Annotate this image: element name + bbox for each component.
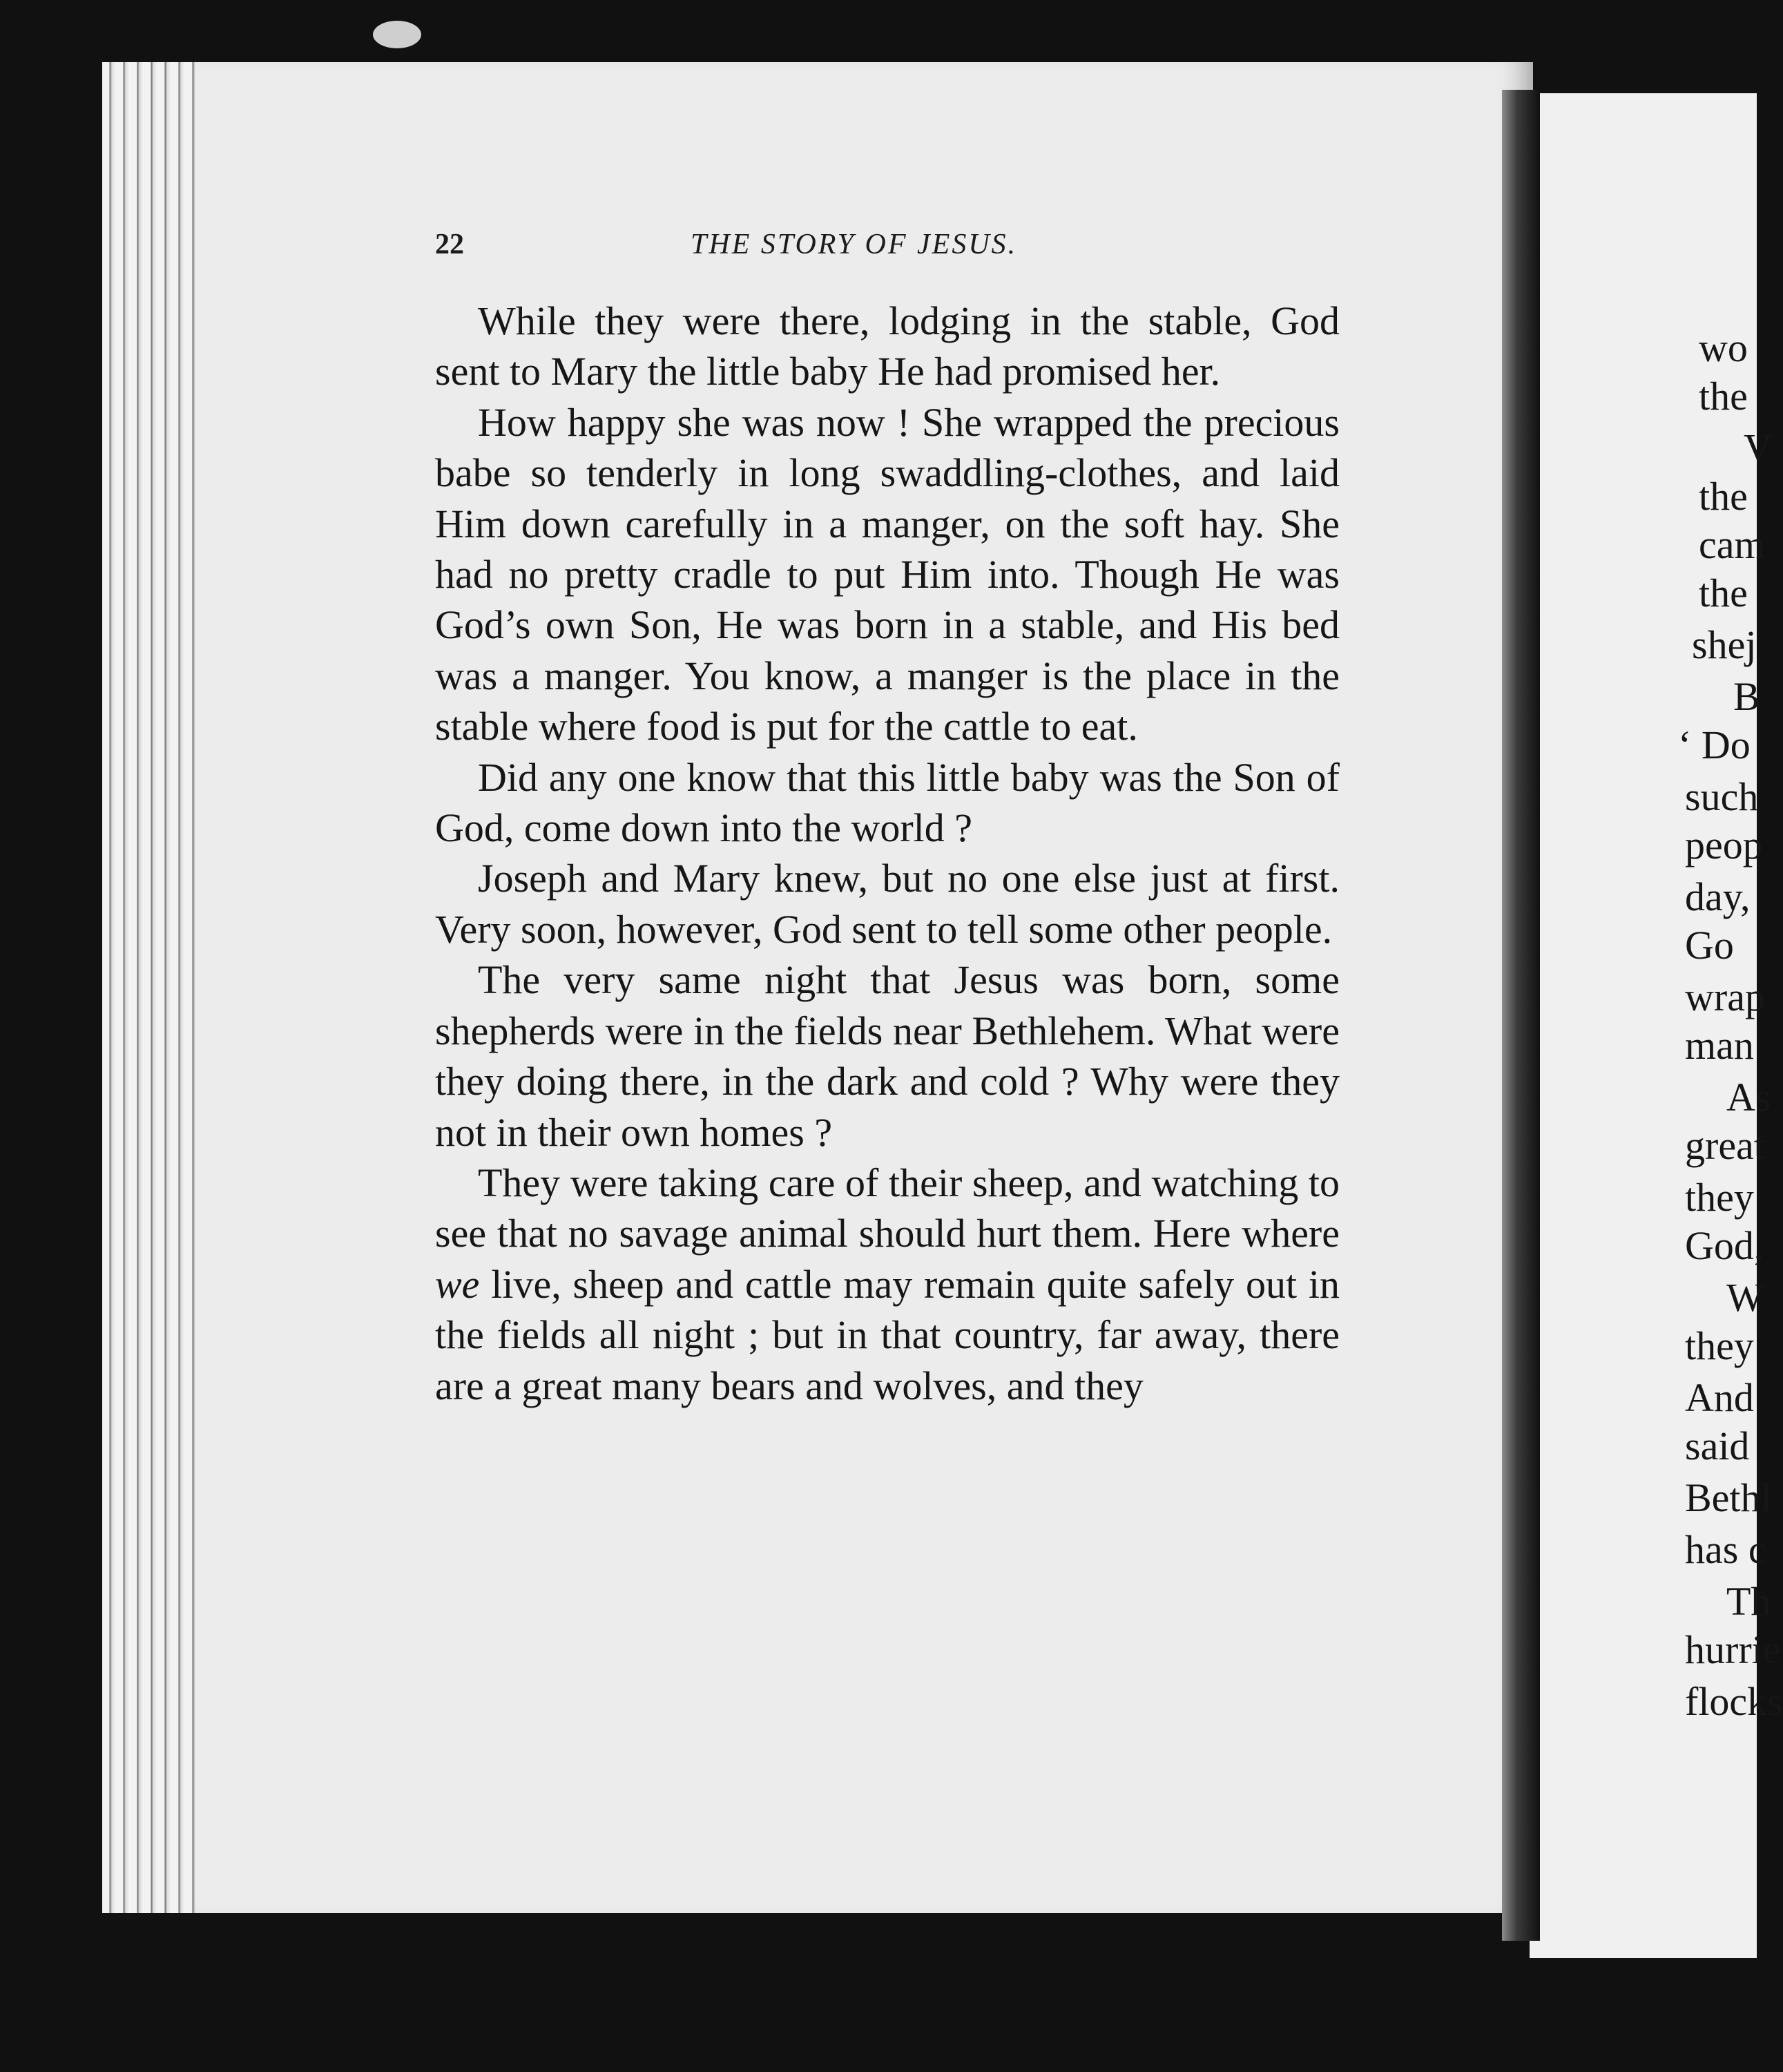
paragraph: Did any one know that this little baby was the Son of God, come down into the world ? xyxy=(435,754,1340,851)
facing-page-fragment: wo xyxy=(1699,325,1748,370)
facing-page-fragment: ‘ Do xyxy=(1678,722,1751,767)
paragraph: Joseph and Mary knew, but no one else just at first. Very soon, however, God sent to tell some other people. xyxy=(435,856,1340,952)
paragraph: How happy she was now ! She wrapped the precious babe so tenderly in long swaddling-clothes, and laid Him down carefully in a manger, on the soft hay. She had no pretty cradle to put Him into. Though He was God’s own Son, He was born in a stable, and His bed was a manger. You know, a manger is the place in the stable where food is put for the cattle to eat. xyxy=(435,399,1340,749)
paragraph: The very same night that Jesus was born, some shepherds were in the fields near Bethlehem. What were they doing there, in the dark and cold ? Why were they not in their own homes ? xyxy=(435,957,1340,1155)
facing-page-fragment: has c xyxy=(1685,1527,1766,1572)
facing-page-fragment: wrap xyxy=(1685,975,1765,1019)
facing-page-fragment: day, xyxy=(1685,874,1751,919)
facing-page-fragment: And xyxy=(1685,1375,1754,1420)
facing-page-fragment: shej xyxy=(1692,622,1757,667)
facing-page-fragment: cam xyxy=(1699,522,1766,567)
emphasis: we xyxy=(435,1261,480,1307)
facing-page-fragment: Th xyxy=(1726,1579,1771,1624)
facing-page-fragment: flocks xyxy=(1685,1679,1783,1724)
facing-page-fragment: the xyxy=(1699,374,1748,419)
facing-page-fragment: B xyxy=(1733,674,1760,719)
facing-page-fragment: Bethl xyxy=(1685,1475,1772,1520)
facing-page-fragment: Go xyxy=(1685,923,1734,968)
paragraph: While they were there, lodging in the stable, God sent to Mary the little baby He had promised her. xyxy=(435,298,1340,394)
facing-page-fragment: they xyxy=(1685,1323,1754,1368)
paragraph xyxy=(435,1158,1340,1411)
facing-page-fragment: V xyxy=(1744,425,1773,470)
facing-page-fragment: man xyxy=(1685,1023,1754,1068)
facing-page-fragment: said xyxy=(1685,1423,1750,1468)
facing-page-fragment: they xyxy=(1685,1175,1754,1220)
book-gutter xyxy=(1502,90,1540,1941)
running-head: THE STORY OF JESUS. xyxy=(691,229,1018,260)
facing-page-fragment: the xyxy=(1699,474,1748,519)
facing-page-fragment: hurrie xyxy=(1685,1627,1781,1672)
facing-page-fragment: God, xyxy=(1685,1223,1764,1268)
text-run: live, sheep and cattle may remain quite safely out in the fields all night ; but in that country, far away, there are a great many bears and wolves, and they xyxy=(435,1261,1340,1408)
facing-page-fragment: peop xyxy=(1685,823,1763,867)
facing-page-text xyxy=(1657,0,1783,2072)
page-edges xyxy=(102,62,195,1913)
facing-page-fragment: As xyxy=(1726,1075,1771,1120)
facing-page-fragment: great xyxy=(1685,1123,1765,1168)
page-number: 22 xyxy=(435,229,464,260)
text-run: They were taking care of their sheep, and watching to see that no savage animal should hurt them. Here where xyxy=(435,1160,1340,1256)
dust-speck xyxy=(373,21,421,48)
facing-page-fragment: such xyxy=(1685,774,1759,819)
facing-page-fragment: the xyxy=(1699,570,1748,615)
facing-page-fragment: W xyxy=(1726,1275,1764,1320)
body-text xyxy=(435,296,1340,1411)
page-header xyxy=(435,228,1340,262)
